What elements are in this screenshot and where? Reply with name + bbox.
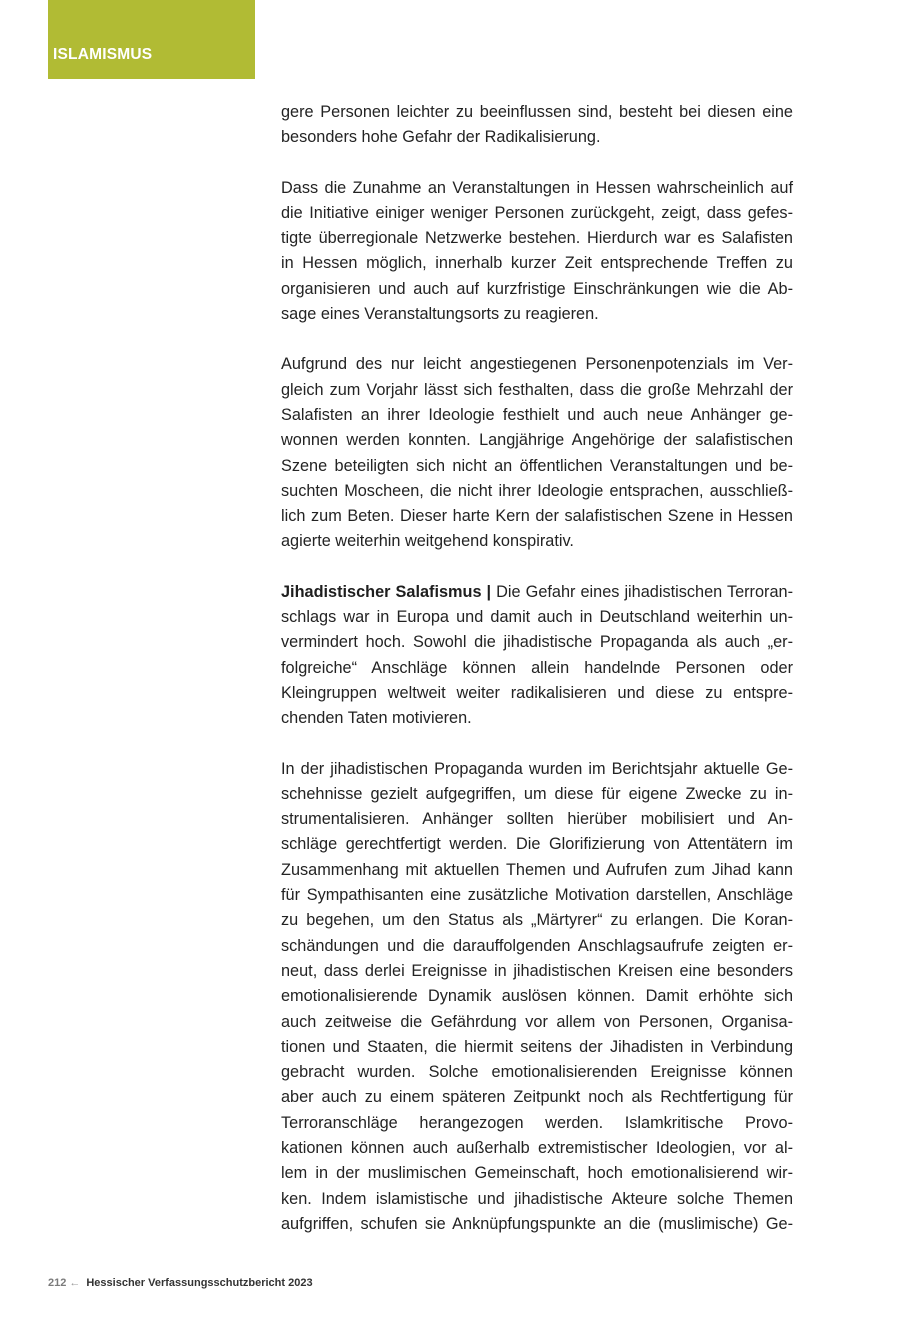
paragraph-lead-heading: Jihadistischer Salafismus | [281,582,492,601]
text-line: Kleingruppen weltweit weiter radikalisieren und diese zu entspre- [281,683,793,702]
text-line: Salafisten an ihrer Ideologie festhielt und auch neue Anhänger ge- [281,405,793,424]
text-line: zu begehen, um den Status als „Märtyrer“ zu erlangen. Die Koran- [281,911,793,930]
text-line [281,580,793,605]
text-line: besonders hohe Gefahr der Radikalisierung. [281,128,601,147]
text-line: Szene beteiligten sich nicht an öffentlichen Veranstaltungen und be- [281,456,793,475]
text-line: schlags war in Europa und damit auch in Deutschland weiterhin un- [281,608,793,627]
text-line: aufgriffen, schufen sie Anknüpfungspunkte an die (muslimische) Ge- [281,1214,793,1233]
paragraph [281,100,793,151]
paragraph [281,352,793,554]
text-line: Aufgrund des nur leicht angestiegenen Personenpotenzials im Ver- [281,355,793,374]
paragraph [281,176,793,328]
page-number: 212 [48,1277,67,1289]
text-line: aber auch zu einem späteren Zeitpunkt noch als Rechtfertigung für [281,1088,793,1107]
text-line: lem in der muslimischen Gemeinschaft, hoch emotionalisierend wir- [281,1164,793,1183]
text-line: für Sympathisanten eine zusätzliche Motivation darstellen, Anschläge [281,886,793,905]
text-line: gebracht wurden. Solche emotionalisierenden Ereignisse können [281,1063,793,1082]
text-line: organisieren und auch auf kurzfristige Einschränkungen wie die Ab- [281,279,793,298]
text-line: tigte überregionale Netzwerke bestehen. Hierdurch war es Salafisten [281,229,793,248]
body-text [281,100,793,1262]
text-line: sage eines Veranstaltungsorts zu reagieren. [281,305,599,324]
text-line: vermindert hoch. Sowohl die jihadistische Propaganda als auch „er- [281,633,793,652]
text-line: suchten Moscheen, die nicht ihrer Ideologie entsprachen, ausschließ- [281,481,793,500]
section-label: ISLAMISMUS [53,46,153,63]
text-line: emotionalisierende Dynamik auslösen können. Damit erhöhte sich [281,987,793,1006]
text-line: gere Personen leichter zu beeinflussen sind, besteht bei diesen eine [281,103,793,121]
text-line-rest: Die Gefahr eines jihadistischen Terroran- [491,582,793,601]
text-line: kationen können auch außerhalb extremistischer Ideologien, vor al- [281,1138,793,1157]
text-line: die Initiative einiger weniger Personen zurückgeht, zeigt, dass gefes- [281,203,793,222]
text-line: ken. Indem islamistische und jihadistische Akteure solche Themen [281,1189,793,1208]
paragraph [281,580,793,732]
text-line: tionen und Staaten, die hiermit seitens der Jihadisten in Verbindung [281,1037,793,1056]
text-line: auch zeitweise die Gefährdung vor allem von Personen, Organisa- [281,1012,793,1031]
text-line: schläge gerechtfertigt werden. Die Glorifizierung von Attentätern im [281,835,793,854]
arrow-left-icon: ← [69,1277,81,1289]
text-line: wonnen werden konnten. Langjährige Angehörige der salafistischen [281,431,793,450]
paragraph [281,757,793,1238]
text-line: gleich zum Vorjahr lässt sich festhalten, dass die große Mehrzahl der [281,380,793,399]
text-line: Terroranschläge herangezogen werden. Islamkritische Provo- [281,1113,793,1132]
text-line: In der jihadistischen Propaganda wurden im Berichtsjahr aktuelle Ge- [281,759,793,778]
text-line: Zusammenhang mit aktuellen Themen und Aufrufen zum Jihad kann [281,860,793,879]
text-line: schändungen und die darauffolgenden Anschlagsaufrufe zeigten er- [281,936,793,955]
page-footer [48,1277,313,1289]
text-line: in Hessen möglich, innerhalb kurzer Zeit entsprechende Treffen zu [281,254,793,273]
text-line: chenden Taten motivieren. [281,709,472,728]
text-line: strumentalisieren. Anhänger sollten hierüber mobilisiert und An- [281,810,793,829]
text-line: Dass die Zunahme an Veranstaltungen in Hessen wahrscheinlich auf [281,178,793,197]
text-line: schehnisse gezielt aufgegriffen, um diese für eigene Zwecke zu in- [281,784,793,803]
text-line: neut, dass derlei Ereignisse in jihadistischen Kreisen eine besonders [281,961,793,980]
text-line: agierte weiterhin weitgehend konspirativ. [281,532,574,551]
text-line: folgreiche“ Anschläge können allein handelnde Personen oder [281,658,793,677]
text-line: lich zum Beten. Dieser harte Kern der salafistischen Szene in Hessen [281,507,793,526]
section-tab [48,0,255,79]
publication-title: Hessischer Verfassungsschutzbericht 2023 [86,1277,313,1289]
